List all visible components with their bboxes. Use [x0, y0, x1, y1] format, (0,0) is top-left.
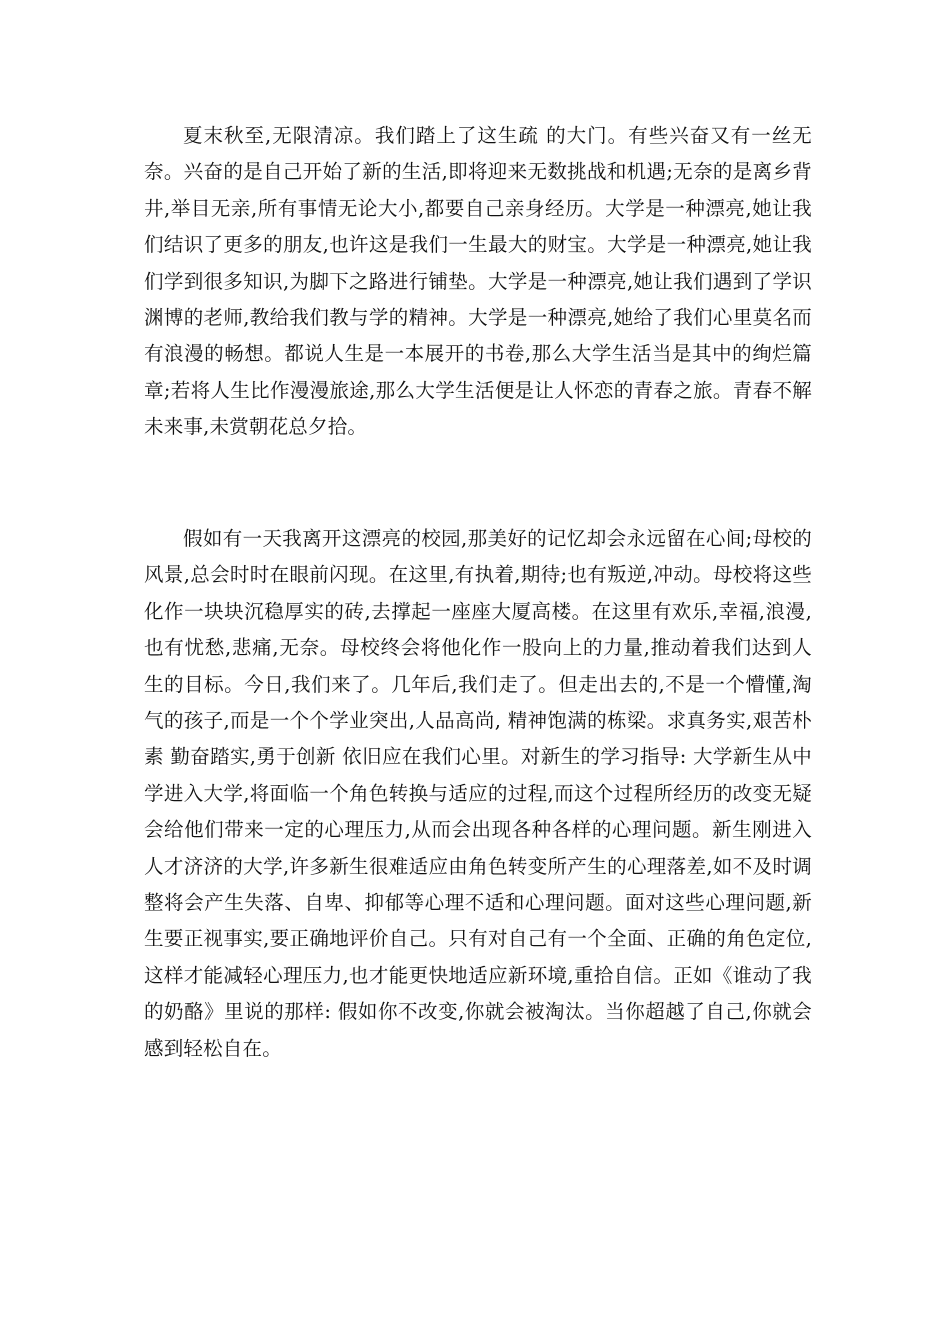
paragraph-1: 夏末秋至,无限清凉。我们踏上了这生疏 的大门。有些兴奋又有一丝无奈。兴奋的是自己开始了新的生活,即将迎来无数挑战和机遇;无奈的是离乡背井,举目无亲,所有事情无论大小,都要自己亲身经历。大学是一种漂亮,她让我们结识了更多的朋友,也许这是我们一生最大的财宝。大学是一种漂亮,她让我们学到很多知识,为脚下之路进行铺垫。大学是一种漂亮,她让我们遇到了学识渊博的老师,教给我们教与学的精神。大学是一种漂亮,她给了我们心里莫名而有浪漫的畅想。都说人生是一本展开的书卷,那么大学生活当是其中的绚烂篇章;若将人生比作漫漫旅途,那么大学生活便是让人怀恋的青春之旅。青春不解未来事,未赏朝花总夕拾。 [144, 124, 812, 439]
paragraph-2: 假如有一天我离开这漂亮的校园,那美好的记忆却会永远留在心间;母校的风景,总会时时在眼前闪现。在这里,有执着,期待;也有叛逆,冲动。母校将这些化作一块块沉稳厚实的砖,去撑起一座座大厦高楼。在这里有欢乐,幸福,浪漫,也有忧愁,悲痛,无奈。母校终会将他化作一股向上的力量,推动着我们达到人生的目标。今日,我们来了。几年后,我们走了。但走出去的,不是一个懵懂,淘气的孩子,而是一个个学业突出,人品高尚, 精神饱满的栋梁。求真务实,艰苦朴素 勤奋踏实,勇于创新 依旧应在我们心里。对新生的学习指导: 大学新生从中学进入大学,将面临一个角色转换与适应的过程,而这个过程所经历的改变无疑会给他们带来一定的心理压力,从而会出现各种各样的心理问题。新生刚进入人才济济的大学,许多新生很难适应由角色转变所产生的心理落差,如不及时调整将会产生失落、自卑、抑郁等心理不适和心理问题。面对这些心理问题,新生要正视事实,要正确地评价自己。只有对自己有一个全面、正确的角色定位,这样才能减轻心理压力,也才能更快地适应新环境,重拾自信。正如《谁动了我的奶酪》里说的那样: 假如你不改变,你就会被淘汰。当你超越了自己,你就会感到轻松自在。 [144, 527, 812, 1060]
